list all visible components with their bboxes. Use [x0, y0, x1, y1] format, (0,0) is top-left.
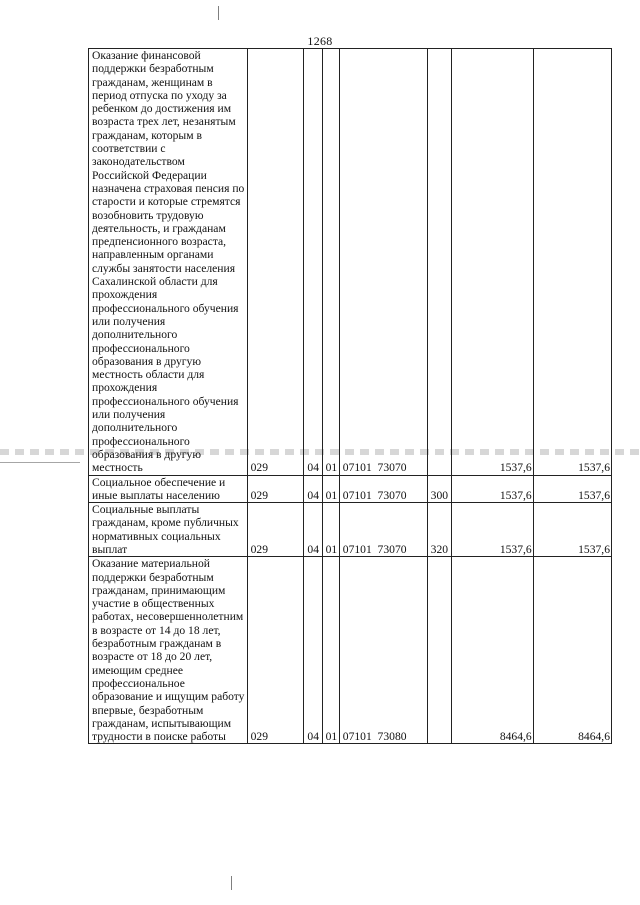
ministry-code-cell: 029 [247, 49, 304, 476]
ministry-code-cell: 029 [247, 557, 304, 744]
target-article-cell: 07101 73070 [339, 475, 427, 503]
amount-cell-2: 8464,6 [533, 557, 611, 744]
expense-name-cell: Социальные выплаты гражданам, кроме публичных нормативных социальных выплат [89, 503, 248, 557]
table-row [89, 49, 612, 476]
scan-artifact-mark [218, 6, 219, 20]
target-article-cell: 07101 73080 [339, 557, 427, 744]
ministry-code-cell: 029 [247, 475, 304, 503]
subsection-code-cell: 01 [322, 475, 339, 503]
table-row [89, 557, 612, 744]
subsection-code-cell: 01 [322, 557, 339, 744]
expense-type-cell [427, 557, 452, 744]
target-article-cell: 07101 73070 [339, 49, 427, 476]
expense-name-cell: Оказание материальной поддержки безработным гражданам, принимающим участие в общественных работах, несовершеннолетним в возрасте от 14 до 18 лет, безработным гражданам в возрасте от 18 до 20 лет, имеющим среднее профессиональное образование и ищущим работу впервые, безработным гражданам, испытывающим трудности в поиске работы [89, 557, 248, 744]
expense-type-cell [427, 49, 452, 476]
section-code-cell: 04 [304, 557, 322, 744]
amount-cell-1: 8464,6 [452, 557, 533, 744]
expense-type-cell: 320 [427, 503, 452, 557]
subsection-code-cell: 01 [322, 49, 339, 476]
expense-name-cell: Социальное обеспечение и иные выплаты населению [89, 475, 248, 503]
expense-name-cell: Оказание финансовой поддержки безработным гражданам, женщинам в период отпуска по уходу за ребенком до достижения им возраста трех лет, незанятым гражданам, которым в соответствии с законодательством Российской Федерации назначена страховая пенсия по старости и которые стремятся возобновить трудовую деятельность, и гражданам предпенсионного возраста, направленным органами службы занятости населения Сахалинской области для прохождения профессионального обучения или получения дополнительного профессионального образования в другую местность области для прохождения профессионального обучения или получения дополнительного профессионального образования в другую местность [89, 49, 248, 476]
amount-cell-1: 1537,6 [452, 49, 533, 476]
scan-artifact-mark [231, 876, 232, 890]
scan-artifact-line [0, 462, 80, 463]
amount-cell-1: 1537,6 [452, 475, 533, 503]
subsection-code-cell: 01 [322, 503, 339, 557]
section-code-cell: 04 [304, 475, 322, 503]
table-row [89, 475, 612, 503]
section-code-cell: 04 [304, 503, 322, 557]
amount-cell-2: 1537,6 [533, 475, 611, 503]
budget-table [88, 48, 612, 744]
amount-cell-1: 1537,6 [452, 503, 533, 557]
amount-cell-2: 1537,6 [533, 503, 611, 557]
ministry-code-cell: 029 [247, 503, 304, 557]
target-article-cell: 07101 73070 [339, 503, 427, 557]
section-code-cell: 04 [304, 49, 322, 476]
amount-cell-2: 1537,6 [533, 49, 611, 476]
table-row [89, 503, 612, 557]
page-number: 1268 [307, 34, 333, 48]
expense-type-cell: 300 [427, 475, 452, 503]
